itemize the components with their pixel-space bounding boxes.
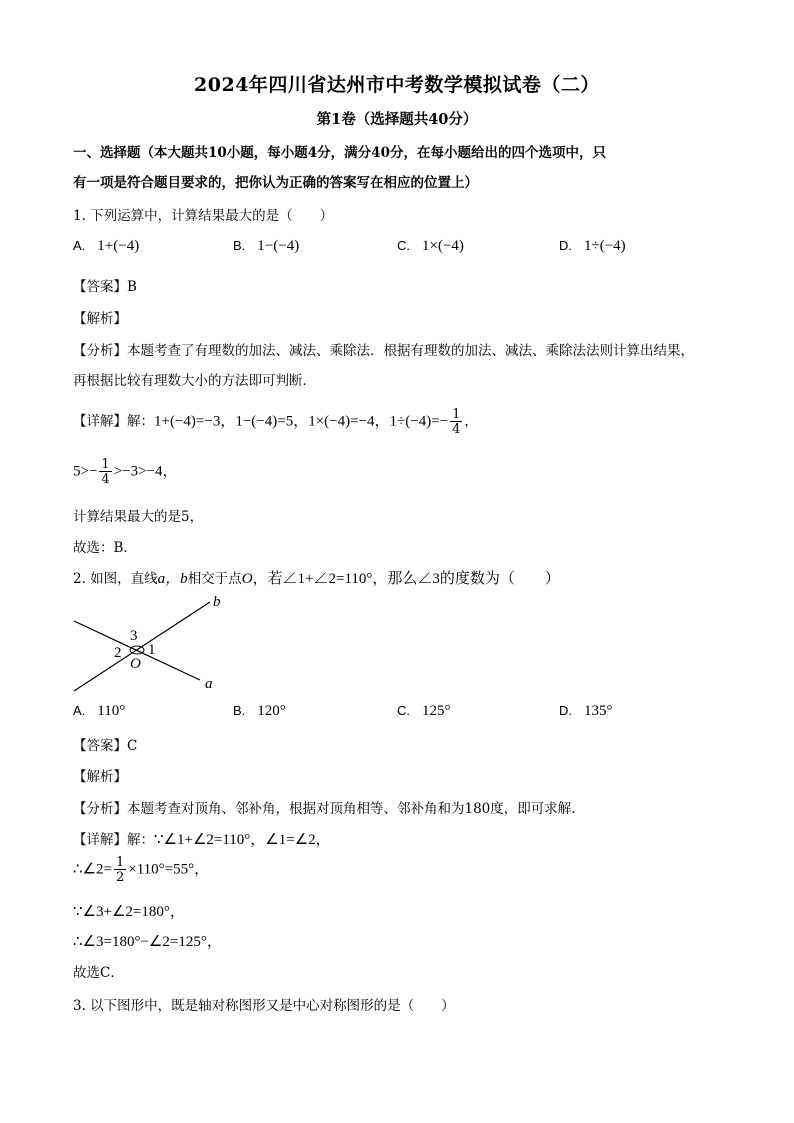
q1-choose: 故选：B． xyxy=(73,540,137,556)
q1-option-b xyxy=(233,238,299,255)
step3-expression: ∵∠3+∠2=180°， xyxy=(73,904,185,920)
q1-detail xyxy=(73,408,478,436)
q1-option-a xyxy=(73,238,139,255)
detail-end: ， xyxy=(464,413,478,430)
answer-label: 【答案】 xyxy=(73,279,127,295)
q2-stem-b: 相交于点 xyxy=(187,571,242,587)
q2-analysis-text: 【分析】本题考查对顶角、邻补角，根据对顶角相等、邻补角和为180度，即可求解． xyxy=(73,801,585,817)
step2-right: ×110°=55°， xyxy=(128,861,210,878)
q1-analysis-label: 【解析】 xyxy=(73,311,127,327)
fraction-one-half xyxy=(114,856,126,884)
q2-stem-c: ，若∠1+∠2=110°，那么∠3的度数为（ ） xyxy=(252,571,560,587)
label-2: 2 xyxy=(114,645,122,661)
q2-stem-a: 2. 如图，直线 xyxy=(73,571,158,587)
q2-detail-step2 xyxy=(73,856,209,884)
q2-detail-step1 xyxy=(73,828,331,849)
option-expr: 1×(−4) xyxy=(422,238,464,254)
option-key: A. xyxy=(73,238,86,253)
fraction-numerator: 1 xyxy=(101,457,110,472)
option-key: B. xyxy=(233,238,246,253)
detail-prefix: 【详解】解： xyxy=(73,413,154,430)
fraction-numerator: 1 xyxy=(115,855,125,870)
q2-option-d xyxy=(559,703,613,720)
option-expr: 1÷(−4) xyxy=(584,238,626,254)
q1-analysis-text-1: 【分析】本题考查了有理数的加法、减法、乘除法．根据有理数的加法、减法、乘除法法则计算出结果， xyxy=(73,343,694,359)
q1-analysis-text-2: 再根据比较有理数大小的方法即可判断． xyxy=(73,373,316,389)
q2-stem-vars: a，b xyxy=(157,571,188,587)
option-key: D. xyxy=(559,238,572,253)
label-b: b xyxy=(213,594,221,610)
option-key: A. xyxy=(73,703,86,718)
fraction-numerator: 1 xyxy=(452,407,461,422)
q2-stem-o: O xyxy=(241,571,253,587)
label-1: 1 xyxy=(148,642,156,658)
option-expr: 120° xyxy=(257,703,286,719)
q1-comparison xyxy=(73,458,178,486)
section-subtitle: 第1卷（选择题共40分） xyxy=(316,111,478,128)
option-expr: 1−(−4) xyxy=(257,238,300,254)
detail-expression: 1+(−4)=−3，1−(−4)=5，1×(−4)=−4，1÷(−4)=− xyxy=(154,413,449,430)
option-key: B. xyxy=(233,703,246,718)
answer-value: B xyxy=(127,279,137,295)
q1-option-d xyxy=(559,238,626,255)
fraction-one-quarter xyxy=(450,408,462,436)
q2-answer xyxy=(73,734,137,754)
option-expr: 135° xyxy=(584,703,613,719)
fraction-denominator: 4 xyxy=(452,422,461,437)
q3-stem: 3. 以下图形中，既是轴对称图形又是中心对称图形的是（ ） xyxy=(73,998,455,1014)
step1-expression: ∵∠1+∠2=110°，∠1=∠2， xyxy=(154,832,331,848)
step4-expression: ∴∠3=180°−∠2=125°， xyxy=(73,934,222,950)
q2-choose: 故选C． xyxy=(73,965,124,981)
label-o: O xyxy=(130,656,141,672)
option-expr: 125° xyxy=(422,703,451,719)
q2-option-c xyxy=(397,703,451,720)
q2-analysis-label: 【解析】 xyxy=(73,769,127,785)
option-expr: 1+(−4) xyxy=(97,238,140,254)
detail-prefix: 【详解】解： xyxy=(73,832,154,848)
label-3: 3 xyxy=(130,628,138,644)
option-expr: 110° xyxy=(97,703,126,719)
q2-option-a xyxy=(73,703,125,720)
fraction-denominator: 4 xyxy=(101,472,110,487)
q2-stem xyxy=(73,567,560,588)
section-heading-line1: 一、选择题（本大题共10小题，每小题4分，满分40分，在每小题给出的四个选项中，只 xyxy=(73,145,606,161)
option-key: C. xyxy=(397,703,410,718)
comparison-left: 5>− xyxy=(73,463,98,480)
fraction-one-quarter xyxy=(99,458,111,486)
q2-detail-step3 xyxy=(73,900,185,921)
page-title: 2024年四川省达州市中考数学模拟试卷（二） xyxy=(194,74,600,96)
q2-options xyxy=(73,703,753,725)
q1-option-c xyxy=(397,238,464,255)
answer-label: 【答案】 xyxy=(73,738,127,754)
answer-value: C xyxy=(127,738,138,754)
option-key: C. xyxy=(397,238,410,253)
fraction-denominator: 2 xyxy=(115,870,125,885)
section-heading-line2: 有一项是符合题目要求的，把你认为正确的答案写在相应的位置上） xyxy=(73,175,478,191)
q1-answer xyxy=(73,275,137,295)
label-a: a xyxy=(205,676,213,692)
q1-stem: 1. 下列运算中，计算结果最大的是（ ） xyxy=(73,208,334,224)
line-b xyxy=(74,602,210,691)
q1-options xyxy=(73,238,753,260)
q2-figure-intersecting-lines xyxy=(68,592,238,696)
q1-result: 计算结果最大的是5， xyxy=(73,509,204,525)
q2-option-b xyxy=(233,703,286,720)
option-key: D. xyxy=(559,703,572,718)
step2-left: ∴∠2= xyxy=(73,861,112,878)
q2-detail-step4 xyxy=(73,930,222,951)
comparison-right: >−3>−4， xyxy=(113,463,178,480)
